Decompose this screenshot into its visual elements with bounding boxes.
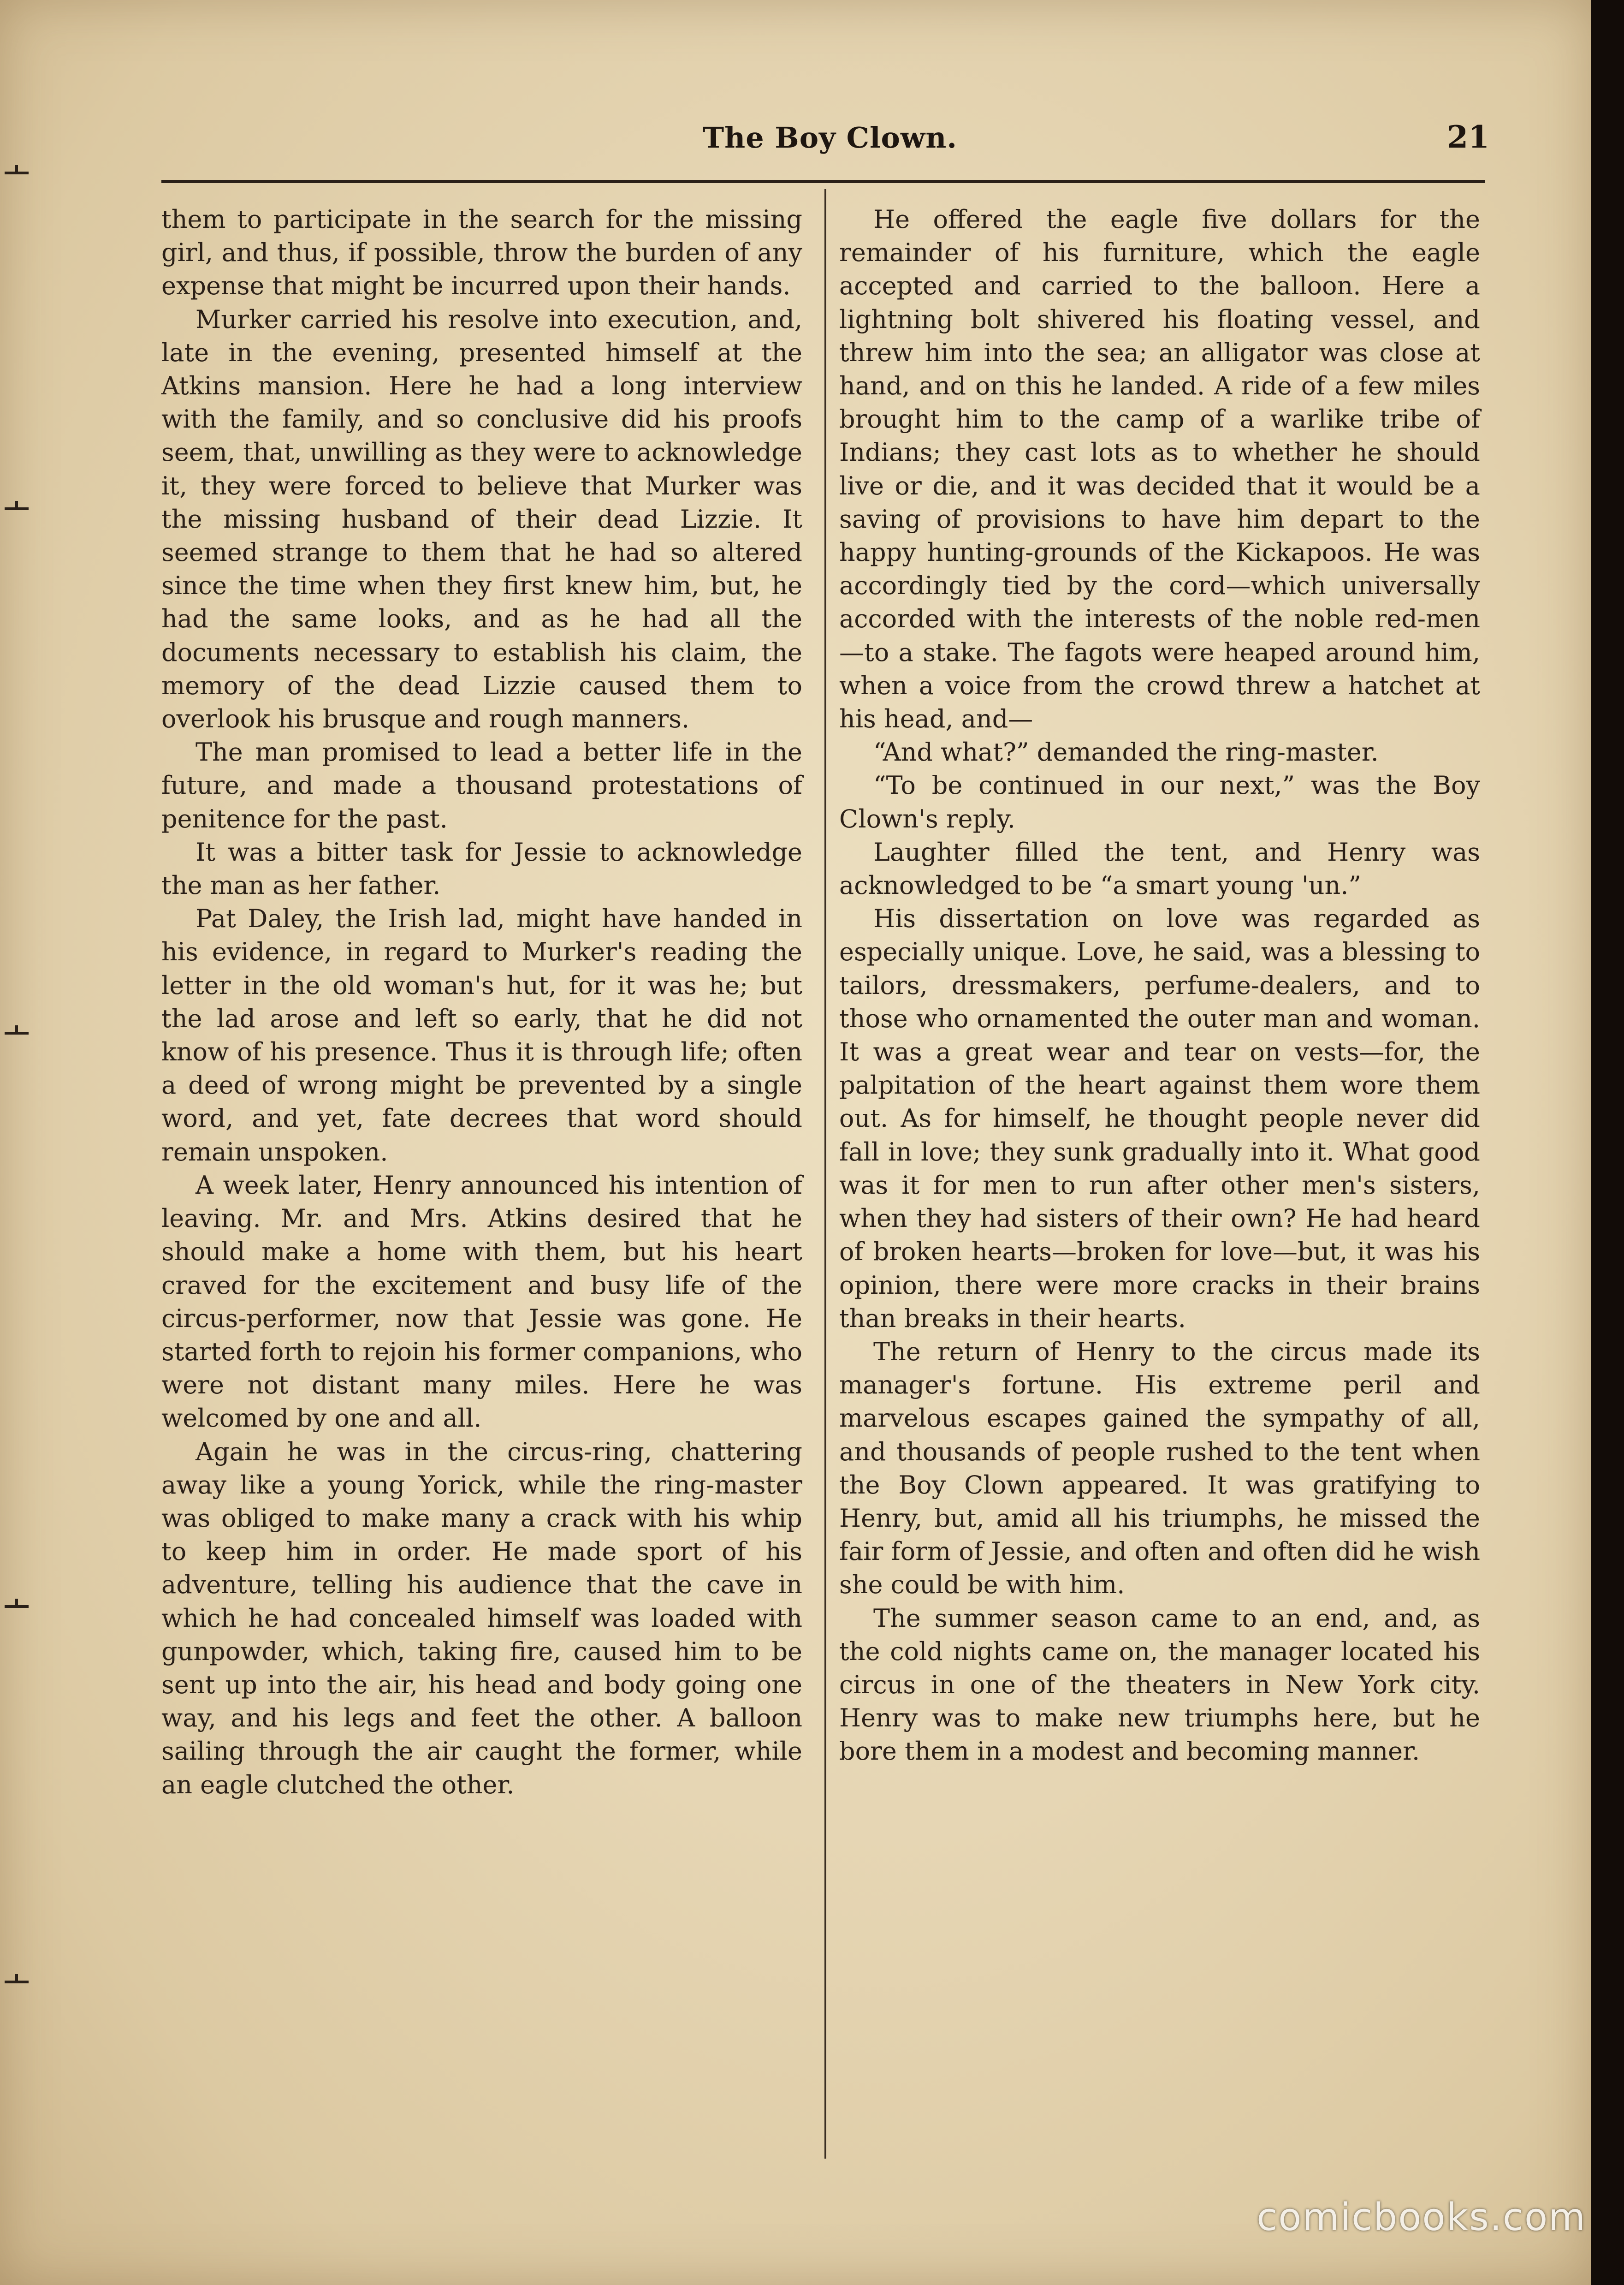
paragraph: He offered the eagle five dollars for the remainder of his furniture, which the eagle accepted and carried to the balloon. Here a lightning bolt shivered his floating vessel, and threw him into the sea; an alligator was close at hand, and on this he landed. A ride of a few miles brought him to the camp of a warlike tribe of Indians; they cast lots as to whether he should live or die, and it was decided that it would be a saving of provisions to have him depart to the happy hunting-grounds of the Kickapoos. He was accordingly tied by the cord—which universally accorded with the interests of the noble red-men—to a stake. The fagots were heaped around him, when a voice from the crowd threw a hatchet at his head, and— [839,205,1480,734]
paragraph: His dissertation on love was regarded as especially unique. Love, he said, was a blessing to tailors, dressmakers, perfume-dealers, and to those who ornamented the outer man and woman. It was a great wear and tear on vests—for, the palpitation of the heart against them wore them out. As for himself, he thought people never did fall in love; they sunk gradually into it. What good was it for men to run after other men's sisters, when they had sisters of their own? He had heard of broken hearts—broken for love—but, it was his opinion, there were more cracks in their brains than breaks in their hearts. [839,904,1480,1333]
paragraph: The man promised to lead a better life in the future, and made a thousand protestations of penitence for the past. [161,738,802,833]
binding-stitch-mark [0,1031,32,1035]
binding-stitch-mark [0,506,32,511]
paragraph: Laughter filled the tent, and Henry was acknowledged to be “a smart young 'un.” [839,837,1480,900]
paragraph: Pat Daley, the Irish lad, might have handed in his evidence, in regard to Murker's reading the letter in the old woman's hut, for it was he; but the lad arose and left so early, that he did not know of his presence. Thus it is through life; often a deed of wrong might be prevented by a single word, and yet, fate decrees that word should remain unspoken. [161,904,802,1166]
column-divider [824,189,826,2159]
paragraph: The return of Henry to the circus made its manager's fortune. His extreme peril and marvelous escapes gained the sympathy of all, and thousands of people rushed to the tent when the Boy Clown appeared. It was gratifying to Henry, but, amid all his triumphs, he missed the fair form of Jessie, and often and often did he wish she could be with him. [839,1337,1480,1600]
scan-edge [1591,0,1624,2285]
running-title: The Boy Clown. [703,121,957,155]
paragraph: them to participate in the search for the missing girl, and thus, if possible, throw the burden of any expense that might be incurred upon their hands. [161,205,802,301]
right-column [839,203,1480,1768]
paragraph: Murker carried his resolve into execution, and, late in the evening, presented himself at the Atkins mansion. Here he had a long interview with the family, and so conclusive did his proofs seem, that, unwilling as they were to acknowledge it, they were forced to believe that Murker was the missing husband of their dead Lizzie. It seemed strange to them that he had so altered since the time when they first knew him, but, he had the same looks, and as he had all the documents necessary to establish his claim, the memory of the dead Lizzie caused them to overlook his brusque and rough manners. [161,304,802,734]
binding-stitch-mark [0,1980,32,1984]
binding-stitch-mark [0,1604,32,1609]
watermark: comicbooks.com [1257,2196,1586,2239]
paragraph: The summer season came to an end, and, as the cold nights came on, the manager located his circus in one of the theaters in New York city. Henry was to make new triumphs here, but he bore them in a modest and becoming manner. [839,1603,1480,1766]
paragraph: A week later, Henry announced his intention of leaving. Mr. and Mrs. Atkins desired that he should make a home with them, but his heart craved for the excitement and busy life of the circus-performer, now that Jessie was gone. He started forth to rejoin his former companions, who were not distant many miles. Here he was welcomed by one and all. [161,1170,802,1433]
header-rule [161,180,1485,183]
paragraph: Again he was in the circus-ring, chattering away like a young Yorick, while the ring-master was obliged to make many a crack with his whip to keep him in order. He made sport of his adventure, telling his audience that the cave in which he had concealed himself was loaded with gunpowder, which, taking fire, caused him to be sent up into the air, his head and body going one way, and his legs and feet the other. A balloon sailing through the air caught the former, while an eagle clutched the other. [161,1437,802,1799]
left-column [161,203,802,1802]
binding-stitch-mark [0,171,32,175]
paragraph: “To be continued in our next,” was the Boy Clown's reply. [839,771,1480,833]
page-number: 21 [1447,119,1489,155]
paragraph: It was a bitter task for Jessie to acknowledge the man as her father. [161,837,802,900]
paragraph: “And what?” demanded the ring-master. [873,738,1379,767]
